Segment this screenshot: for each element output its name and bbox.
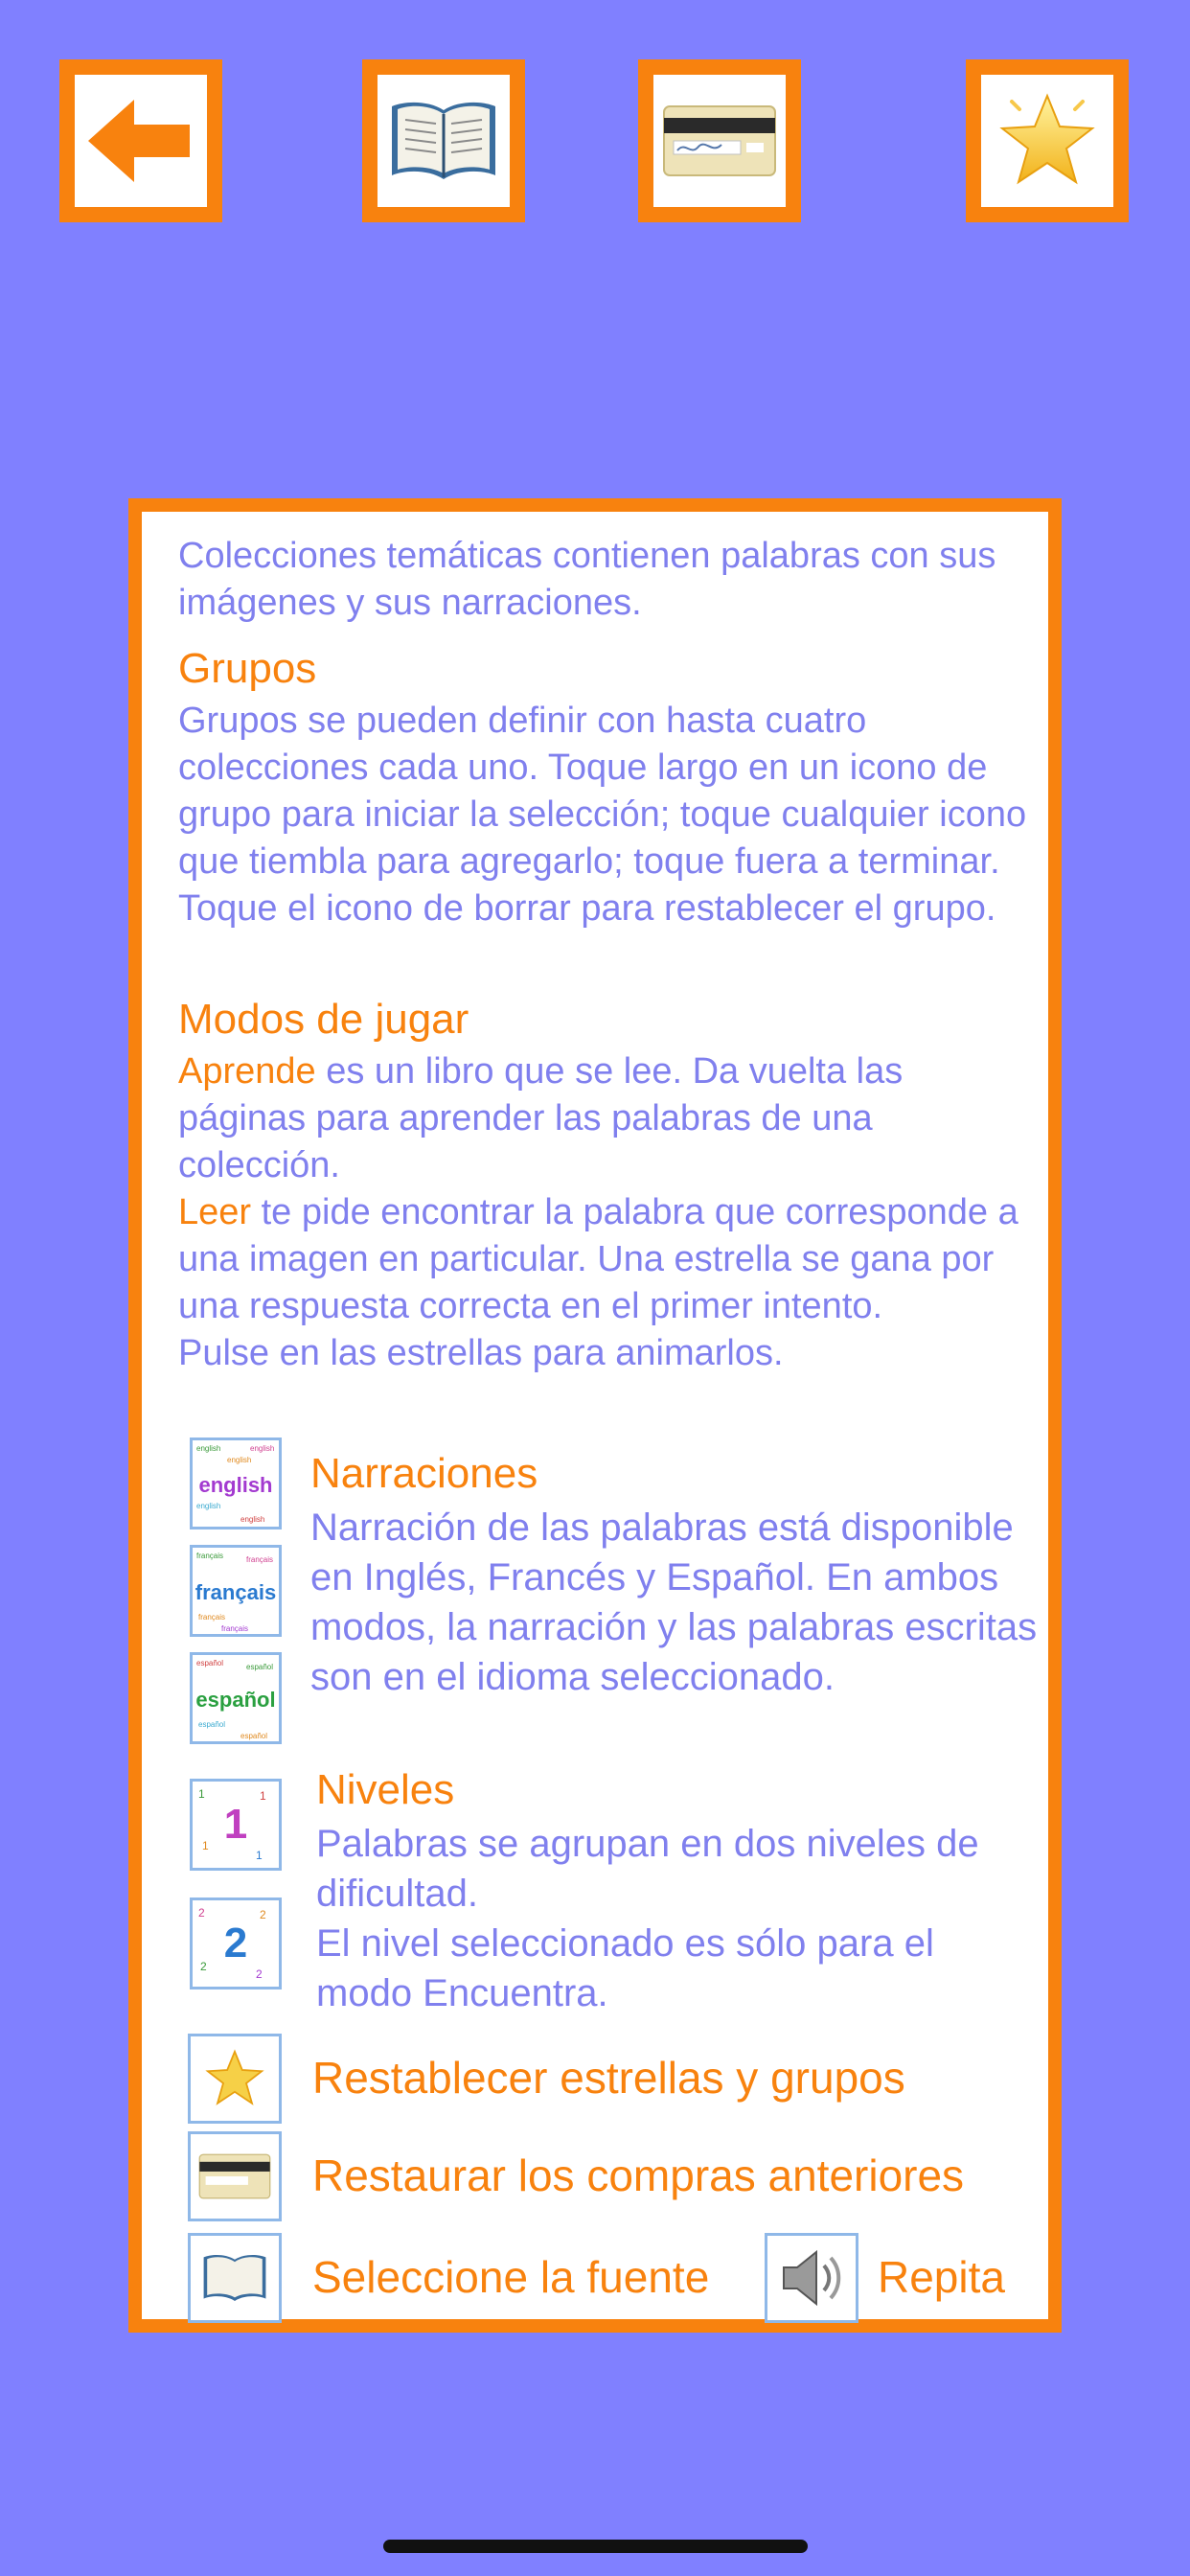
repeat-link[interactable]: Repita <box>878 2252 1005 2302</box>
spanish-word: español <box>195 1688 276 1712</box>
repeat-icon-button[interactable] <box>765 2233 858 2323</box>
credit-card-icon <box>198 2151 271 2201</box>
reset-stars-icon-button[interactable] <box>188 2034 282 2124</box>
english-word: english <box>198 1473 273 1497</box>
credit-card-icon <box>662 103 777 179</box>
purchase-button[interactable] <box>638 59 801 222</box>
star-icon <box>995 88 1100 194</box>
book-button[interactable] <box>362 59 525 222</box>
level-2-label: 2 <box>223 1920 248 1966</box>
language-spanish-thumb[interactable]: español español español español español <box>190 1652 282 1744</box>
restore-purchases-icon-button[interactable] <box>188 2131 282 2221</box>
info-panel <box>128 498 1062 2333</box>
stars-hint: Pulse en las estrellas para animarlos. <box>178 1333 784 1373</box>
levels-text-2: El nivel seleccionado es sólo para el modo Encuentra. <box>316 1922 934 2014</box>
book-icon <box>386 93 501 189</box>
speaker-icon <box>778 2246 845 2310</box>
level-1-label: 1 <box>223 1801 248 1848</box>
modes-text <box>178 1048 1021 1377</box>
levels-text-1: Palabras se agrupan en dos niveles de dificultad. <box>316 1823 979 1915</box>
language-french-thumb[interactable]: français français français français français <box>190 1545 282 1637</box>
groups-text: Grupos se pueden definir con hasta cuatro colecciones cada uno. Toque largo en un icono de grupo para iniciar la selección; toque cualquier icono que tiembla para agregarlo; toque fuera a terminar. Toque el icono de borrar para restablecer el grupo. <box>178 701 1027 929</box>
leer-label: Leer <box>178 1192 252 1232</box>
reset-stars-groups-link[interactable]: Restablecer estrellas y grupos <box>312 2053 905 2103</box>
leer-text: te pide encontrar la palabra que corresponde a una imagen en particular. Una estrella se gana por una respuesta correcta en el primer intento. <box>178 1192 1018 1326</box>
aprende-label: Aprende <box>178 1051 316 1092</box>
restore-purchases-link[interactable]: Restaurar los compras anteriores <box>312 2150 965 2200</box>
select-font-link[interactable]: Seleccione la fuente <box>312 2252 710 2302</box>
level-2-thumb[interactable]: 2 2 2 2 2 <box>190 1898 282 1990</box>
back-button[interactable] <box>59 59 222 222</box>
narrations-title: Narraciones <box>310 1450 538 1497</box>
levels-title: Niveles <box>316 1766 455 1813</box>
language-english-thumb[interactable]: english english english english english english <box>190 1438 282 1530</box>
select-font-icon-button[interactable] <box>188 2233 282 2323</box>
back-arrow-icon <box>88 98 194 184</box>
modes-title: Modos de jugar <box>178 996 469 1043</box>
intro-text: Colecciones temáticas contienen palabras con sus imágenes y sus narraciones. <box>178 536 996 623</box>
groups-title: Grupos <box>178 645 317 692</box>
aprende-text: es un libro que se lee. Da vuelta las páginas para aprender las palabras de una colección. <box>178 1051 904 1185</box>
stars-button[interactable] <box>966 59 1129 222</box>
book-icon <box>199 2249 270 2307</box>
star-icon <box>203 2047 266 2110</box>
narrations-text: Narración de las palabras está disponible en Inglés, Francés y Español. En ambos modos, la narración y las palabras escritas son en el idioma seleccionado. <box>310 1506 1038 1698</box>
french-word: français <box>195 1580 277 1604</box>
home-indicator[interactable] <box>383 2540 808 2553</box>
level-1-thumb[interactable]: 1 1 1 1 1 <box>190 1779 282 1871</box>
